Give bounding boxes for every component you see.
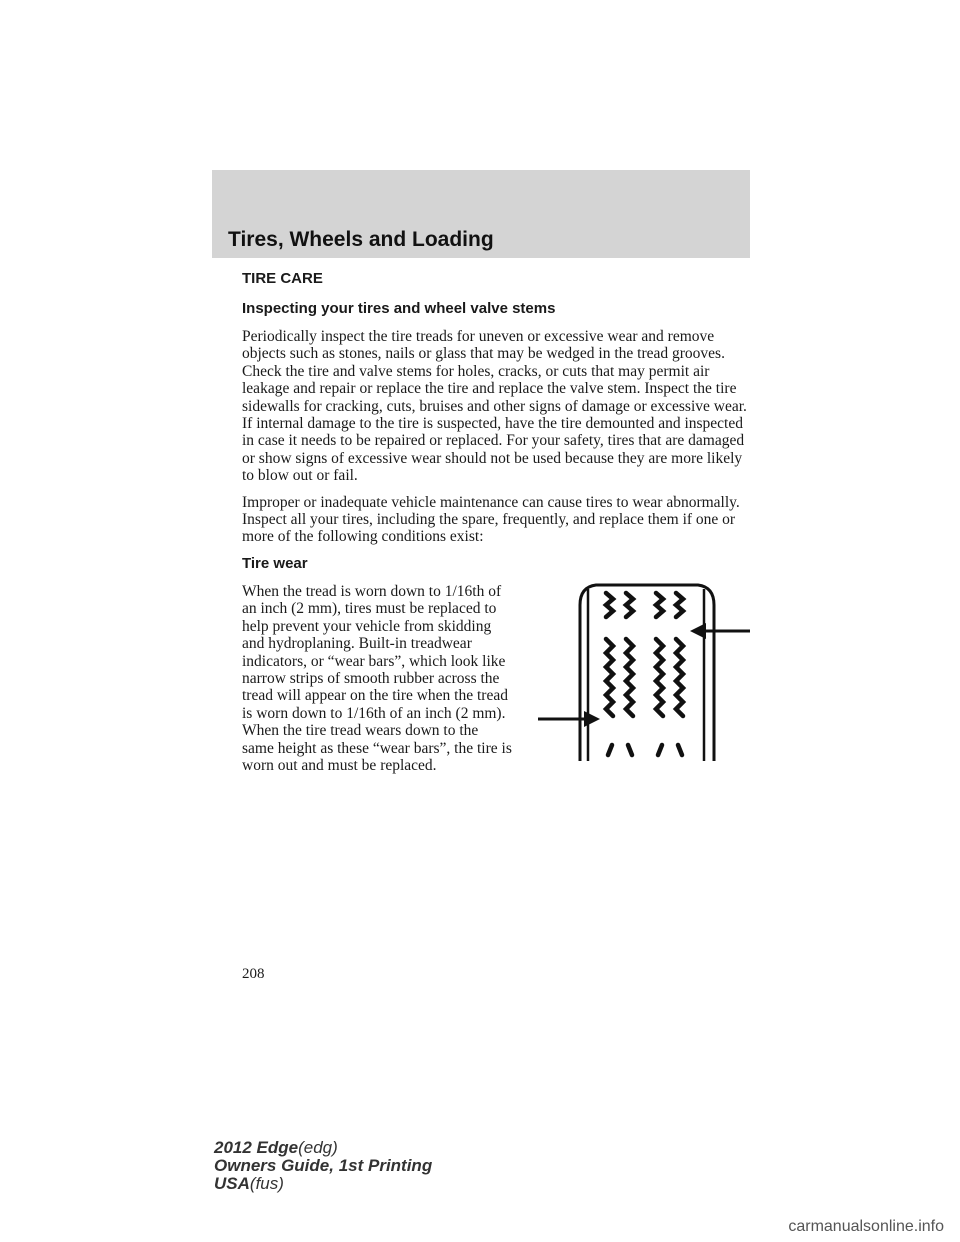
document-footer <box>214 1139 432 1193</box>
arrow-icon <box>690 623 750 639</box>
section-header-band <box>212 170 750 258</box>
paragraph-inspection: Periodically inspect the tire treads for uneven or excessive wear and remove objects such as stones, nails or glass that may be wedged in the tread grooves. Check the tire and valve stems for holes, cracks, or cuts that may permit air leakage and repair or replace the tire and replace the valve stem. Inspect the tire sidewalls for cracking, cuts, bruises and other signs of damage or excessive wear. If internal damage to the tire is suspected, have the tire demounted and inspected in case it needs to be repaired or replaced. For your safety, tires that are damaged or show signs of excessive wear should not be used because they are more likely to blow out or fail. <box>242 328 747 485</box>
footer-guide-line <box>214 1157 432 1175</box>
subheading-inspecting-tires: Inspecting your tires and wheel valve stems <box>242 300 556 317</box>
page-number: 208 <box>242 966 265 982</box>
footer-market-code: (fus) <box>249 1174 284 1193</box>
footer-model: 2012 Edge <box>214 1138 299 1157</box>
footer-market-line <box>214 1175 432 1193</box>
section-title: Tires, Wheels and Loading <box>228 228 494 251</box>
watermark: carmanualsonline.info <box>788 1218 944 1235</box>
arrow-icon <box>538 711 600 727</box>
paragraph-tire-wear: When the tread is worn down to 1/16th of an inch (2 mm), tires must be replaced to help prevent your vehicle from skidding and hydroplaning. Built-in treadwear indicators, or “wear bars”, which look like narrow strips of smooth rubber across the tread will appear on the tire when the tread is worn down to 1/16th of an inch (2 mm). When the tire tread wears down to the same height as these “wear bars”, the tire is worn out and must be replaced. <box>242 582 512 774</box>
footer-model-line <box>214 1139 432 1157</box>
paragraph-maintenance: Improper or inadequate vehicle maintenance can cause tires to wear abnormally. Inspect all your tires, including the spare, frequently, and replace them if one or more of the following conditions exist: <box>242 493 740 546</box>
footer-guide: Owners Guide, 1st Printing <box>214 1156 433 1175</box>
footer-model-code: (edg) <box>298 1138 338 1157</box>
heading-tire-care: TIRE CARE <box>242 270 323 287</box>
tire-tread-wear-bar-illustration <box>530 583 750 761</box>
subheading-tire-wear: Tire wear <box>242 554 308 572</box>
page-content <box>242 270 750 783</box>
footer-market: USA <box>214 1174 250 1193</box>
